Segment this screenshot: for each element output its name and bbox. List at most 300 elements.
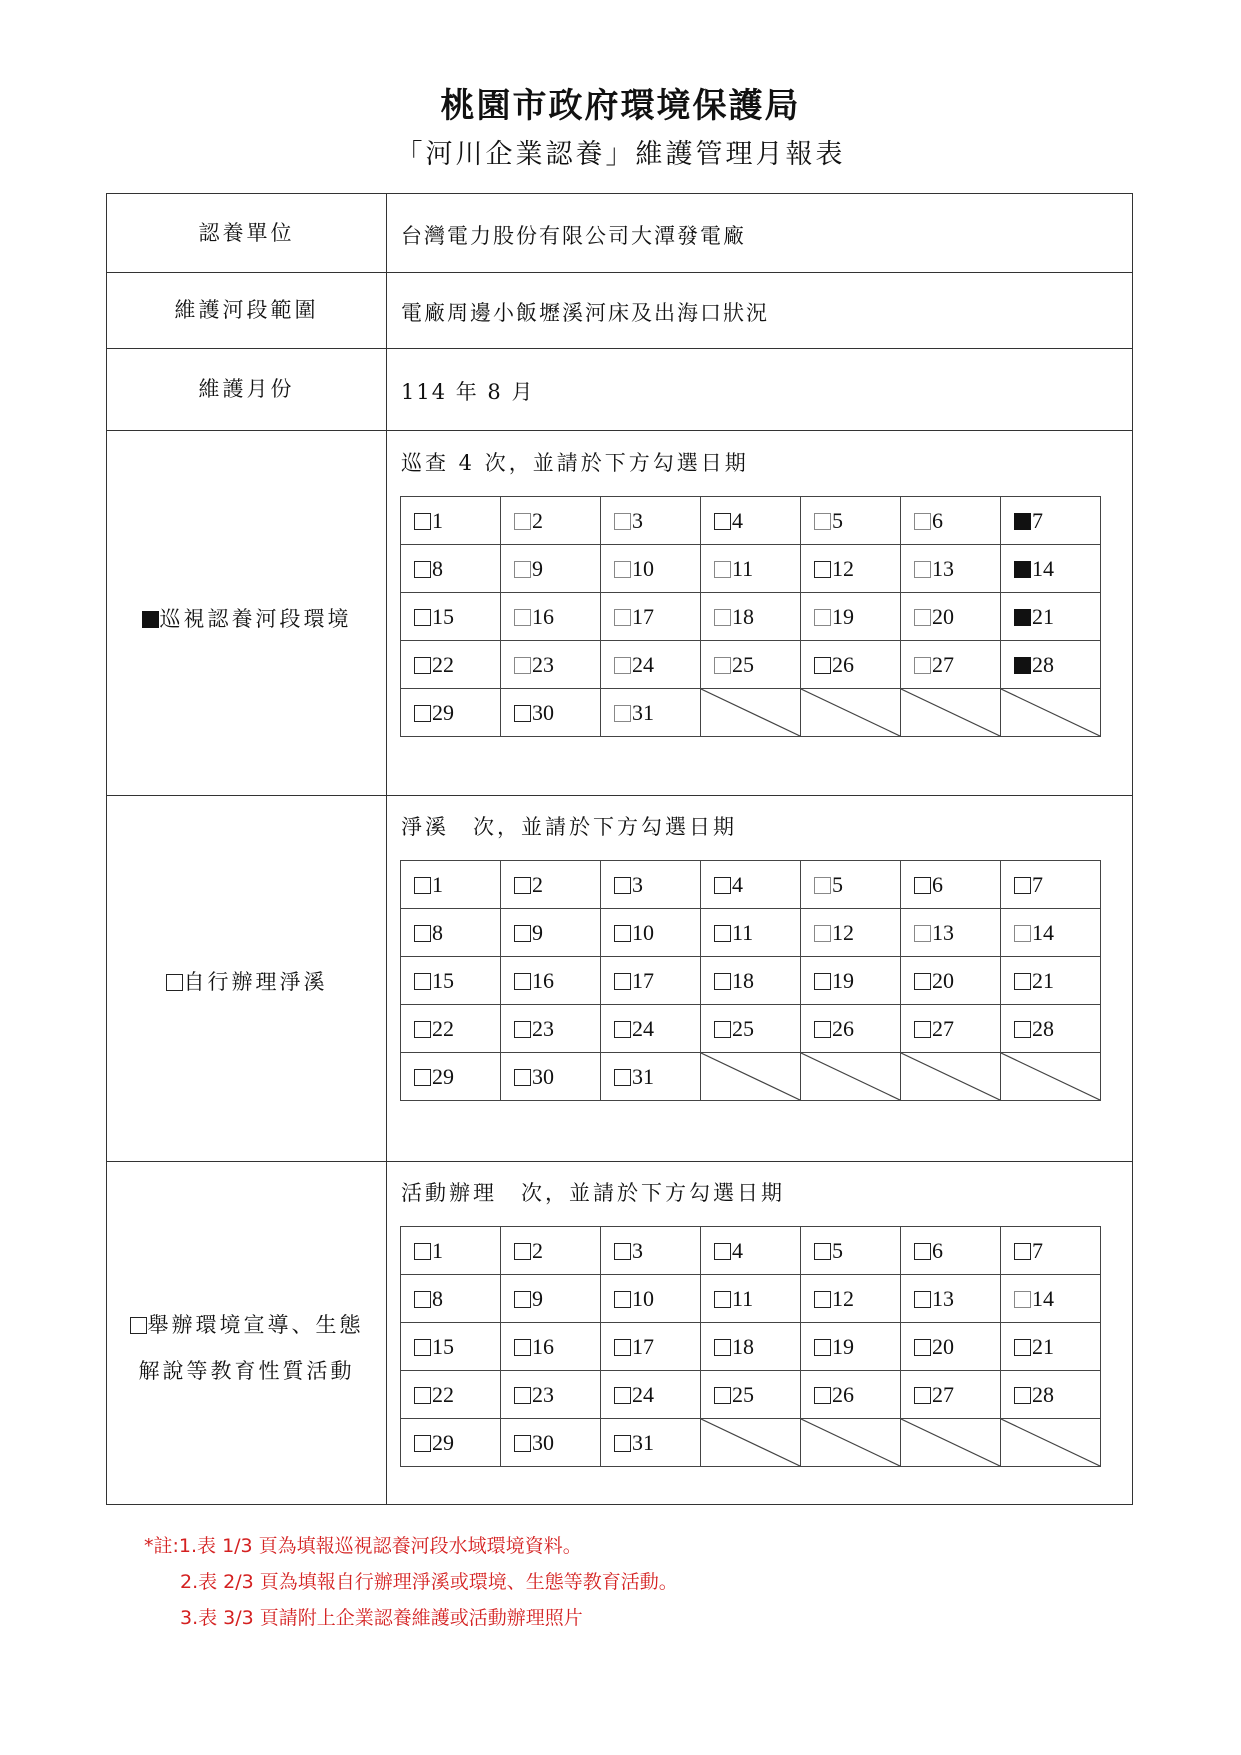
- empty-cell: [801, 689, 901, 737]
- cleanup-section-text: 自行辦理淨溪: [183, 970, 328, 994]
- date-checkbox[interactable]: [514, 1243, 531, 1260]
- adopter-label: 認養單位: [198, 221, 295, 245]
- date-checkbox[interactable]: [614, 657, 631, 674]
- date-cell[interactable]: [701, 861, 801, 909]
- date-label: 26: [832, 1381, 854, 1407]
- patrol-section-checkbox[interactable]: [142, 611, 159, 628]
- date-checkbox[interactable]: [914, 877, 931, 894]
- footnote-2: 2.表 2/3 頁為填報自行辦理淨溪或環境、生態等教育活動。: [180, 1571, 678, 1593]
- date-checkbox[interactable]: [1014, 1291, 1031, 1308]
- date-cell[interactable]: [401, 1323, 501, 1371]
- date-checkbox[interactable]: [914, 657, 931, 674]
- date-checkbox[interactable]: [814, 925, 831, 942]
- date-checkbox[interactable]: [1014, 1387, 1031, 1404]
- date-checkbox[interactable]: [1014, 513, 1031, 530]
- empty-cell-slash: [1001, 689, 1100, 736]
- date-cell[interactable]: [601, 1227, 701, 1275]
- date-checkbox[interactable]: [814, 609, 831, 626]
- date-checkbox[interactable]: [914, 1387, 931, 1404]
- date-checkbox[interactable]: [914, 561, 931, 578]
- date-checkbox[interactable]: [714, 973, 731, 990]
- date-cell[interactable]: [601, 1323, 701, 1371]
- date-label: 23: [532, 1015, 554, 1041]
- date-label: 29: [432, 1063, 454, 1089]
- date-label: 31: [632, 1429, 654, 1455]
- date-label: 24: [632, 651, 654, 677]
- date-checkbox[interactable]: [714, 1387, 731, 1404]
- date-label: 23: [532, 1381, 554, 1407]
- date-cell[interactable]: [701, 957, 801, 1005]
- empty-cell: [901, 1419, 1001, 1467]
- date-cell[interactable]: [501, 689, 601, 737]
- date-cell[interactable]: [901, 1371, 1001, 1419]
- empty-cell-slash: [801, 1053, 900, 1100]
- date-cell[interactable]: [401, 1371, 501, 1419]
- date-checkbox[interactable]: [714, 1021, 731, 1038]
- date-cell[interactable]: [801, 861, 901, 909]
- date-cell[interactable]: [1001, 957, 1101, 1005]
- date-checkbox[interactable]: [714, 609, 731, 626]
- date-label: 19: [832, 603, 854, 629]
- date-cell[interactable]: [401, 1227, 501, 1275]
- date-cell[interactable]: [901, 1275, 1001, 1323]
- date-checkbox[interactable]: [914, 925, 931, 942]
- empty-cell-slash: [701, 689, 800, 736]
- date-label: 15: [432, 967, 454, 993]
- date-cell[interactable]: [1001, 909, 1101, 957]
- date-cell[interactable]: [601, 861, 701, 909]
- date-label: 8: [432, 555, 443, 581]
- date-checkbox[interactable]: [614, 1291, 631, 1308]
- date-checkbox[interactable]: [914, 1021, 931, 1038]
- date-label: 17: [632, 1333, 654, 1359]
- date-label: 11: [732, 1285, 754, 1311]
- date-checkbox[interactable]: [814, 1021, 831, 1038]
- date-cell[interactable]: [701, 909, 801, 957]
- date-label: 31: [632, 1063, 654, 1089]
- date-label: 1: [432, 1237, 443, 1263]
- date-cell[interactable]: [501, 1227, 601, 1275]
- date-cell[interactable]: [701, 641, 801, 689]
- date-cell[interactable]: [901, 641, 1001, 689]
- date-checkbox[interactable]: [414, 1339, 431, 1356]
- date-cell[interactable]: [801, 593, 901, 641]
- date-checkbox[interactable]: [514, 1291, 531, 1308]
- date-checkbox[interactable]: [514, 925, 531, 942]
- date-checkbox[interactable]: [414, 609, 431, 626]
- date-cell[interactable]: [1001, 1371, 1101, 1419]
- empty-cell: [701, 1419, 801, 1467]
- date-checkbox[interactable]: [414, 1021, 431, 1038]
- date-cell[interactable]: [701, 497, 801, 545]
- date-label: 11: [732, 919, 754, 945]
- date-checkbox[interactable]: [714, 561, 731, 578]
- date-checkbox[interactable]: [414, 705, 431, 722]
- date-label: 21: [1032, 1333, 1054, 1359]
- date-cell[interactable]: [1001, 1275, 1101, 1323]
- date-checkbox[interactable]: [614, 561, 631, 578]
- date-cell[interactable]: [601, 641, 701, 689]
- date-checkbox[interactable]: [414, 1291, 431, 1308]
- empty-cell: [1001, 1053, 1101, 1101]
- row-divider: [107, 795, 1132, 796]
- patrol-caption: 巡查 4 次，並請於下方勾選日期: [401, 451, 749, 475]
- date-checkbox[interactable]: [1014, 877, 1031, 894]
- date-label: 6: [932, 1237, 943, 1263]
- date-checkbox[interactable]: [514, 1387, 531, 1404]
- date-checkbox[interactable]: [614, 1243, 631, 1260]
- date-label: 8: [432, 919, 443, 945]
- date-cell[interactable]: [701, 1227, 801, 1275]
- month-value: 114 年 8 月: [401, 380, 535, 404]
- date-checkbox[interactable]: [1014, 609, 1031, 626]
- empty-cell: [801, 1053, 901, 1101]
- date-cell[interactable]: [1001, 545, 1101, 593]
- date-cell[interactable]: [401, 1053, 501, 1101]
- date-checkbox[interactable]: [914, 513, 931, 530]
- date-checkbox[interactable]: [814, 657, 831, 674]
- date-checkbox[interactable]: [414, 1069, 431, 1086]
- date-cell[interactable]: [901, 1227, 1001, 1275]
- report-table: [106, 193, 1133, 1505]
- date-checkbox[interactable]: [414, 925, 431, 942]
- date-cell[interactable]: [601, 1419, 701, 1467]
- date-label: 12: [832, 1285, 854, 1311]
- date-cell[interactable]: [901, 909, 1001, 957]
- date-checkbox[interactable]: [814, 561, 831, 578]
- date-checkbox[interactable]: [614, 1339, 631, 1356]
- date-cell[interactable]: [501, 641, 601, 689]
- date-label: 28: [1032, 1015, 1054, 1041]
- date-grid-row: [401, 861, 1101, 909]
- date-label: 3: [632, 871, 643, 897]
- date-checkbox[interactable]: [414, 561, 431, 578]
- date-label: 30: [532, 1429, 554, 1455]
- cleanup-caption: 淨溪 次，並請於下方勾選日期: [401, 815, 737, 839]
- date-checkbox[interactable]: [514, 1021, 531, 1038]
- empty-cell: [901, 1053, 1001, 1101]
- date-cell[interactable]: [801, 545, 901, 593]
- date-checkbox[interactable]: [514, 1069, 531, 1086]
- date-label: 2: [532, 1237, 543, 1263]
- date-checkbox[interactable]: [514, 877, 531, 894]
- date-checkbox[interactable]: [814, 513, 831, 530]
- date-cell[interactable]: [501, 1323, 601, 1371]
- empty-cell-slash: [701, 1419, 800, 1466]
- date-label: 10: [632, 1285, 654, 1311]
- date-label: 26: [832, 1015, 854, 1041]
- adopter-value: 台灣電力股份有限公司大潭發電廠: [401, 224, 746, 248]
- date-label: 24: [632, 1015, 654, 1041]
- date-cell[interactable]: [401, 545, 501, 593]
- date-checkbox[interactable]: [614, 1069, 631, 1086]
- date-label: 21: [1032, 967, 1054, 993]
- date-label: 20: [932, 1333, 954, 1359]
- date-cell[interactable]: [1001, 1227, 1101, 1275]
- date-checkbox[interactable]: [1014, 561, 1031, 578]
- date-checkbox[interactable]: [514, 513, 531, 530]
- date-cell[interactable]: [401, 909, 501, 957]
- date-checkbox[interactable]: [814, 973, 831, 990]
- date-checkbox[interactable]: [614, 1435, 631, 1452]
- date-cell[interactable]: [501, 593, 601, 641]
- date-checkbox[interactable]: [514, 609, 531, 626]
- date-checkbox[interactable]: [414, 1435, 431, 1452]
- date-cell[interactable]: [901, 1005, 1001, 1053]
- date-cell[interactable]: [801, 641, 901, 689]
- date-label: 6: [932, 507, 943, 533]
- date-cell[interactable]: [501, 1005, 601, 1053]
- date-label: 13: [932, 1285, 954, 1311]
- cleanup-section-checkbox[interactable]: [166, 974, 183, 991]
- date-cell[interactable]: [601, 545, 701, 593]
- date-checkbox[interactable]: [1014, 1021, 1031, 1038]
- date-checkbox[interactable]: [514, 1339, 531, 1356]
- date-cell[interactable]: [501, 1419, 601, 1467]
- date-cell[interactable]: [501, 957, 601, 1005]
- date-cell[interactable]: [701, 1323, 801, 1371]
- empty-cell-slash: [901, 1053, 1000, 1100]
- date-cell[interactable]: [801, 1275, 901, 1323]
- date-cell[interactable]: [701, 545, 801, 593]
- date-checkbox[interactable]: [714, 1291, 731, 1308]
- date-cell[interactable]: [401, 1419, 501, 1467]
- date-checkbox[interactable]: [514, 1435, 531, 1452]
- date-label: 20: [932, 603, 954, 629]
- date-checkbox[interactable]: [814, 1339, 831, 1356]
- date-checkbox[interactable]: [914, 1339, 931, 1356]
- date-checkbox[interactable]: [614, 1387, 631, 1404]
- date-cell[interactable]: [901, 1323, 1001, 1371]
- date-cell[interactable]: [401, 861, 501, 909]
- date-grid-row: [401, 1005, 1101, 1053]
- date-checkbox[interactable]: [914, 973, 931, 990]
- empty-cell-slash: [1001, 1419, 1100, 1466]
- date-checkbox[interactable]: [514, 973, 531, 990]
- activity-section-checkbox[interactable]: [130, 1317, 147, 1334]
- date-cell[interactable]: [401, 497, 501, 545]
- date-cell[interactable]: [701, 1005, 801, 1053]
- date-cell[interactable]: [601, 909, 701, 957]
- date-checkbox[interactable]: [914, 1243, 931, 1260]
- date-checkbox[interactable]: [514, 561, 531, 578]
- date-cell[interactable]: [901, 957, 1001, 1005]
- date-cell[interactable]: [501, 497, 601, 545]
- date-label: 26: [832, 651, 854, 677]
- date-cell[interactable]: [601, 497, 701, 545]
- date-checkbox[interactable]: [614, 973, 631, 990]
- date-checkbox[interactable]: [1014, 973, 1031, 990]
- date-label: 15: [432, 1333, 454, 1359]
- date-checkbox[interactable]: [414, 513, 431, 530]
- date-label: 23: [532, 651, 554, 677]
- date-grid-row: [401, 1053, 1101, 1101]
- date-checkbox[interactable]: [614, 513, 631, 530]
- date-checkbox[interactable]: [714, 513, 731, 530]
- empty-cell: [701, 689, 801, 737]
- date-checkbox[interactable]: [1014, 1243, 1031, 1260]
- date-grid-row: [401, 545, 1101, 593]
- date-cell[interactable]: [401, 641, 501, 689]
- date-label: 7: [1032, 507, 1043, 533]
- date-label: 2: [532, 507, 543, 533]
- date-cell[interactable]: [601, 957, 701, 1005]
- date-checkbox[interactable]: [514, 705, 531, 722]
- date-cell[interactable]: [501, 1371, 601, 1419]
- date-label: 22: [432, 651, 454, 677]
- patrol-date-grid: [400, 496, 1101, 737]
- date-label: 30: [532, 1063, 554, 1089]
- date-grid-row: [401, 689, 1101, 737]
- date-cell[interactable]: [401, 593, 501, 641]
- date-checkbox[interactable]: [414, 1387, 431, 1404]
- empty-cell-slash: [901, 1419, 1000, 1466]
- date-label: 24: [632, 1381, 654, 1407]
- date-label: 10: [632, 555, 654, 581]
- date-cell[interactable]: [801, 1227, 901, 1275]
- date-label: 28: [1032, 651, 1054, 677]
- date-label: 18: [732, 967, 754, 993]
- date-cell[interactable]: [801, 1323, 901, 1371]
- date-checkbox[interactable]: [614, 1021, 631, 1038]
- footnote-3: 3.表 3/3 頁請附上企業認養維護或活動辦理照片: [180, 1607, 583, 1629]
- date-checkbox[interactable]: [914, 1291, 931, 1308]
- date-label: 3: [632, 1237, 643, 1263]
- date-cell[interactable]: [501, 861, 601, 909]
- date-checkbox[interactable]: [614, 877, 631, 894]
- date-label: 25: [732, 1381, 754, 1407]
- date-cell[interactable]: [701, 593, 801, 641]
- footnote-1: *註:1.表 1/3 頁為填報巡視認養河段水域環境資料。: [144, 1535, 582, 1557]
- date-label: 21: [1032, 603, 1054, 629]
- date-grid-row: [401, 1419, 1101, 1467]
- date-cell[interactable]: [501, 1275, 601, 1323]
- date-cell[interactable]: [901, 545, 1001, 593]
- date-checkbox[interactable]: [414, 657, 431, 674]
- date-checkbox[interactable]: [714, 657, 731, 674]
- date-label: 14: [1032, 555, 1054, 581]
- date-cell[interactable]: [1001, 641, 1101, 689]
- date-checkbox[interactable]: [714, 1243, 731, 1260]
- date-checkbox[interactable]: [414, 877, 431, 894]
- date-cell[interactable]: [501, 1053, 601, 1101]
- date-checkbox[interactable]: [414, 1243, 431, 1260]
- date-checkbox[interactable]: [914, 609, 931, 626]
- date-label: 22: [432, 1381, 454, 1407]
- date-cell[interactable]: [901, 593, 1001, 641]
- activity-section-label: [107, 1302, 386, 1394]
- date-cell[interactable]: [901, 861, 1001, 909]
- date-label: 7: [1032, 1237, 1043, 1263]
- date-label: 27: [932, 1015, 954, 1041]
- date-grid-row: [401, 497, 1101, 545]
- date-cell[interactable]: [801, 909, 901, 957]
- date-cell[interactable]: [401, 1275, 501, 1323]
- patrol-section-text: 巡視認養河段環境: [159, 607, 352, 631]
- date-cell[interactable]: [501, 909, 601, 957]
- date-cell[interactable]: [901, 497, 1001, 545]
- column-divider: [386, 194, 387, 1504]
- empty-cell: [901, 689, 1001, 737]
- date-checkbox[interactable]: [714, 877, 731, 894]
- date-checkbox[interactable]: [1014, 1339, 1031, 1356]
- date-label: 13: [932, 919, 954, 945]
- date-label: 19: [832, 1333, 854, 1359]
- date-label: 13: [932, 555, 954, 581]
- date-label: 29: [432, 1429, 454, 1455]
- date-checkbox[interactable]: [1014, 657, 1031, 674]
- date-checkbox[interactable]: [514, 657, 531, 674]
- date-cell[interactable]: [401, 689, 501, 737]
- date-cell[interactable]: [601, 1005, 701, 1053]
- date-cell[interactable]: [501, 545, 601, 593]
- date-cell[interactable]: [801, 1371, 901, 1419]
- date-cell[interactable]: [701, 1275, 801, 1323]
- empty-cell-slash: [701, 1053, 800, 1100]
- date-label: 2: [532, 871, 543, 897]
- page-subtitle: 「河川企業認養」維護管理月報表: [395, 139, 846, 170]
- empty-cell-slash: [1001, 1053, 1100, 1100]
- date-cell[interactable]: [1001, 497, 1101, 545]
- date-label: 17: [632, 967, 654, 993]
- activity-section-text-line2: 解說等教育性質活動: [138, 1359, 355, 1383]
- date-cell[interactable]: [1001, 1323, 1101, 1371]
- date-checkbox[interactable]: [614, 705, 631, 722]
- date-label: 19: [832, 967, 854, 993]
- date-checkbox[interactable]: [414, 973, 431, 990]
- empty-cell: [1001, 689, 1101, 737]
- date-label: 10: [632, 919, 654, 945]
- date-cell[interactable]: [801, 497, 901, 545]
- date-checkbox[interactable]: [714, 1339, 731, 1356]
- date-grid-row: [401, 1371, 1101, 1419]
- empty-cell-slash: [801, 689, 900, 736]
- date-label: 25: [732, 1015, 754, 1041]
- river-range-value: 電廠周邊小飯壢溪河床及出海口狀況: [401, 301, 769, 325]
- date-cell[interactable]: [401, 957, 501, 1005]
- date-cell[interactable]: [1001, 861, 1101, 909]
- date-checkbox[interactable]: [814, 877, 831, 894]
- date-checkbox[interactable]: [814, 1291, 831, 1308]
- date-label: 30: [532, 699, 554, 725]
- date-checkbox[interactable]: [1014, 925, 1031, 942]
- date-checkbox[interactable]: [714, 925, 731, 942]
- date-cell[interactable]: [401, 1005, 501, 1053]
- date-cell[interactable]: [801, 957, 901, 1005]
- date-cell[interactable]: [601, 1053, 701, 1101]
- date-cell[interactable]: [801, 1005, 901, 1053]
- date-checkbox[interactable]: [614, 609, 631, 626]
- date-cell[interactable]: [601, 1371, 701, 1419]
- date-cell[interactable]: [701, 1371, 801, 1419]
- footnotes: [144, 1528, 678, 1636]
- date-label: 7: [1032, 871, 1043, 897]
- date-label: 12: [832, 555, 854, 581]
- date-label: 5: [832, 1237, 843, 1263]
- date-checkbox[interactable]: [814, 1387, 831, 1404]
- date-cell[interactable]: [1001, 1005, 1101, 1053]
- date-cell[interactable]: [601, 689, 701, 737]
- date-cell[interactable]: [1001, 593, 1101, 641]
- date-label: 22: [432, 1015, 454, 1041]
- date-checkbox[interactable]: [814, 1243, 831, 1260]
- date-cell[interactable]: [601, 593, 701, 641]
- date-cell[interactable]: [601, 1275, 701, 1323]
- date-label: 1: [432, 871, 443, 897]
- row-divider: [107, 348, 1132, 349]
- date-checkbox[interactable]: [614, 925, 631, 942]
- cleanup-date-grid: [400, 860, 1101, 1101]
